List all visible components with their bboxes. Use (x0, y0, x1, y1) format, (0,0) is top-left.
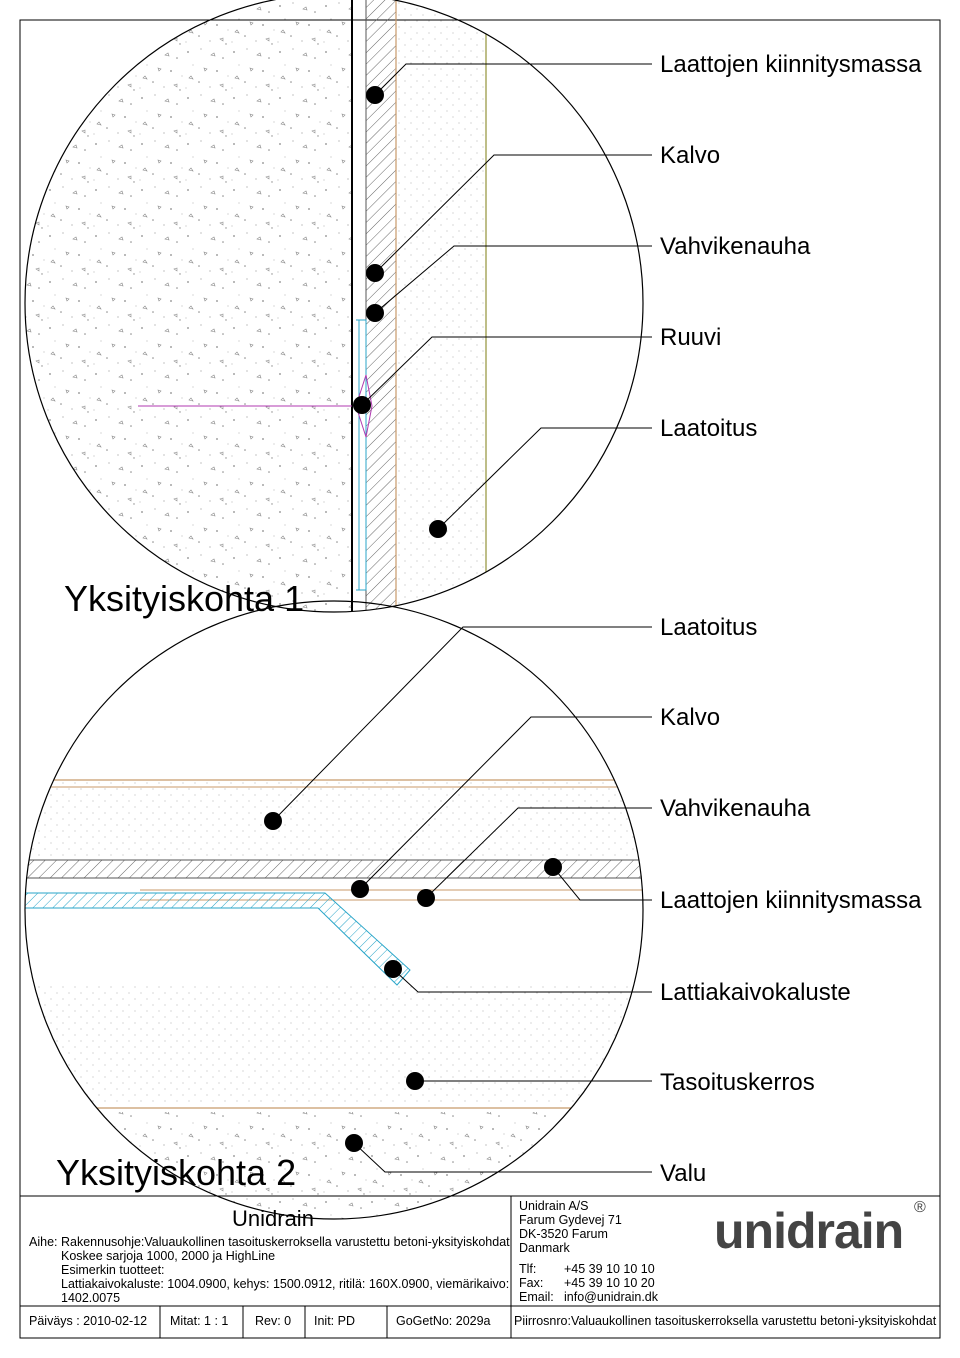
detail-2-label-4: Laattojen kiinnitysmassa (660, 887, 922, 914)
detail-2-title: Yksityiskohta 2 (56, 1152, 297, 1193)
company-country: Danmark (519, 1241, 570, 1255)
esimerkin-text: Esimerkin tuotteet: (61, 1263, 165, 1277)
scale-field: Mitat: 1 : 1 (170, 1314, 229, 1328)
date-field: Päiväys : 2010-02-12 (29, 1314, 148, 1328)
aihe-text: Rakennusohje:Valuaukollinen tasoituskerroksella varustettu betoni-yksityiskohdat (61, 1235, 510, 1249)
brand-name: Unidrain (232, 1206, 314, 1231)
company-street: Farum Gydevej 71 (519, 1213, 622, 1227)
init-field: Init: PD (314, 1314, 355, 1328)
products-line-2: 1402.0075 (61, 1291, 121, 1305)
detail-1-label-2: Kalvo (660, 142, 721, 169)
products-line-1: Lattiakaivokaluste: 1004.0900, kehys: 1500.0912, ritilä: 160X.0900, viemärikaivo: (61, 1277, 510, 1291)
fax-value: +45 39 10 10 20 (564, 1276, 655, 1290)
detail-2-label-3: Vahvikenauha (660, 795, 811, 822)
detail-2-label-1: Laatoitus (660, 614, 758, 641)
company-name: Unidrain A/S (519, 1199, 589, 1213)
registered-mark: ® (914, 1199, 926, 1216)
email-value[interactable]: info@unidrain.dk (564, 1290, 658, 1304)
detail-1-label-3: Vahvikenauha (660, 233, 811, 260)
tlf-value: +45 39 10 10 10 (564, 1262, 655, 1276)
fax-label: Fax: (519, 1276, 544, 1290)
detail-2-label-5: Lattiakaivokaluste (660, 979, 851, 1006)
aihe-label: Aihe: (29, 1235, 58, 1249)
rev-field: Rev: 0 (255, 1314, 292, 1328)
drawing-number-field: Piirrosnro:Valuaukollinen tasoituskerroksella varustettu betoni-yksityiskohdat (514, 1314, 937, 1328)
detail-2-label-6: Tasoituskerros (660, 1069, 815, 1096)
koskee-text: Koskee sarjoja 1000, 2000 ja HighLine (61, 1249, 276, 1263)
detail-1-title: Yksityiskohta 1 (64, 578, 305, 619)
detail-1-label-4: Ruuvi (660, 324, 722, 351)
company-city: DK-3520 Farum (519, 1227, 608, 1241)
unidrain-logo: unidrain (714, 1203, 904, 1259)
detail-2-label-2: Kalvo (660, 704, 721, 731)
detail-1-label-1: Laattojen kiinnitysmassa (660, 51, 922, 78)
gogetno-field: GoGetNo: 2029a (396, 1314, 491, 1328)
email-label: Email: (519, 1290, 554, 1304)
detail-1-label-5: Laatoitus (660, 415, 758, 442)
detail-2-label-7: Valu (660, 1160, 707, 1187)
tlf-label: Tlf: (519, 1262, 537, 1276)
